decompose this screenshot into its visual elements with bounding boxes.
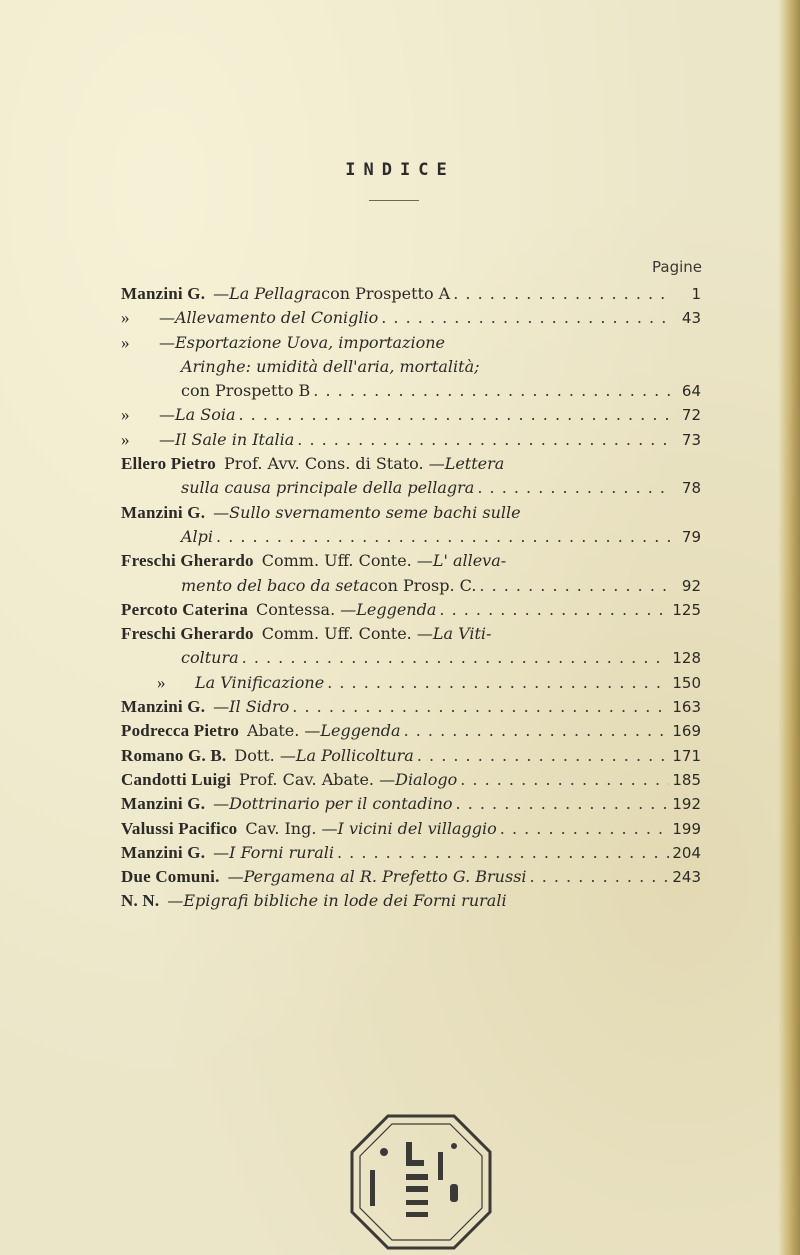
toc-line bbox=[121, 646, 701, 670]
toc-page-number: 1 bbox=[691, 285, 701, 303]
toc-title: Aringhe: umidità dell'aria, mortalità; bbox=[181, 356, 480, 376]
toc-title: Il Sidro bbox=[229, 697, 290, 717]
toc-prefix: — bbox=[227, 867, 244, 887]
toc-author: Due Comuni. bbox=[121, 867, 220, 887]
toc-author: Ellero Pietro bbox=[121, 454, 216, 474]
toc-title: Esportazione Uova, importazione bbox=[175, 332, 446, 352]
toc-title: Alpi bbox=[181, 526, 214, 546]
toc-line bbox=[121, 744, 701, 768]
toc-title: La Soia bbox=[175, 405, 236, 425]
toc-line bbox=[121, 428, 701, 452]
ditto-mark: » bbox=[121, 405, 130, 425]
toc-prefix: Contessa. — bbox=[256, 599, 357, 619]
toc-author: Manzini G. bbox=[121, 502, 206, 522]
toc-line bbox=[121, 549, 701, 573]
toc-page-number: 199 bbox=[672, 819, 701, 838]
toc-page-number: 150 bbox=[672, 673, 701, 692]
toc-title: La Pellagra bbox=[229, 284, 322, 303]
toc-suffix: con Prospetto A bbox=[321, 284, 451, 303]
toc-prefix: — bbox=[159, 429, 175, 449]
ditto-mark: » bbox=[121, 429, 130, 449]
toc-page-number: 73 bbox=[681, 430, 701, 449]
page-edge-discoloration bbox=[778, 0, 800, 1255]
toc-line bbox=[121, 889, 701, 913]
leader-dots bbox=[453, 282, 670, 306]
toc-author: Valussi Pacifico bbox=[121, 818, 238, 838]
leader-dots bbox=[456, 792, 670, 816]
toc-page-number: 171 bbox=[672, 746, 701, 765]
toc-title: Leggenda bbox=[320, 721, 401, 741]
ditto-mark: » bbox=[121, 308, 130, 328]
toc-title: Sullo svernamento seme bachi sulle bbox=[229, 502, 521, 522]
toc-line bbox=[121, 719, 701, 743]
toc-line bbox=[121, 403, 701, 427]
table-of-contents bbox=[121, 282, 701, 914]
leader-dots bbox=[530, 865, 670, 889]
toc-line bbox=[121, 695, 701, 719]
toc-page-number: 72 bbox=[681, 406, 701, 425]
leader-dots bbox=[439, 598, 669, 622]
toc-suffix: con Prosp. C. bbox=[368, 575, 477, 595]
toc-title: Pergamena al R. Prefetto G. Brussi bbox=[243, 867, 527, 887]
toc-prefix: — bbox=[159, 405, 175, 425]
toc-line bbox=[121, 282, 701, 306]
toc-prefix: — bbox=[167, 891, 184, 911]
leader-dots bbox=[297, 428, 670, 452]
toc-title: Epigrafi bibliche in lode dei Forni rurali bbox=[183, 891, 507, 911]
toc-line bbox=[121, 574, 701, 598]
toc-prefix: — bbox=[213, 794, 230, 814]
toc-page-number: 243 bbox=[672, 868, 701, 887]
toc-page-number: 185 bbox=[672, 770, 701, 789]
toc-title: La Vinificazione bbox=[195, 672, 325, 692]
toc-author: Manzini G. bbox=[121, 794, 206, 814]
toc-line bbox=[121, 865, 701, 889]
toc-prefix: — bbox=[213, 697, 230, 717]
toc-page-number: 43 bbox=[681, 309, 701, 328]
ditto-mark: » bbox=[121, 332, 130, 352]
toc-page-number: 125 bbox=[672, 600, 701, 619]
toc-page-number: 192 bbox=[672, 795, 701, 814]
toc-author: Percoto Caterina bbox=[121, 599, 249, 619]
toc-author: Romano G. B. bbox=[121, 745, 227, 765]
library-stamp-icon bbox=[338, 1112, 498, 1252]
toc-prefix: — bbox=[213, 284, 230, 303]
ditto-mark: » bbox=[157, 672, 166, 692]
toc-page-number: 92 bbox=[681, 576, 701, 595]
toc-line bbox=[121, 379, 701, 403]
toc-line bbox=[121, 452, 701, 476]
toc-title: I Forni rurali bbox=[229, 842, 334, 862]
toc-title: Allevamento del Coniglio bbox=[175, 308, 379, 328]
toc-title: Dialogo bbox=[395, 769, 458, 789]
toc-line bbox=[121, 331, 701, 355]
toc-author: Podrecca Pietro bbox=[121, 721, 240, 741]
toc-page-number: 79 bbox=[681, 527, 701, 546]
leader-dots bbox=[381, 306, 670, 330]
toc-title: sulla causa principale della pellagra bbox=[181, 478, 475, 498]
pages-column-header: Pagine bbox=[652, 258, 702, 276]
leader-dots bbox=[417, 744, 670, 768]
toc-title: La Viti- bbox=[432, 624, 492, 644]
toc-title: mento del baco da seta bbox=[181, 575, 369, 595]
toc-author: Freschi Gherardo bbox=[121, 551, 254, 571]
toc-prefix: — bbox=[159, 332, 175, 352]
leader-dots bbox=[479, 574, 670, 598]
toc-prefix: — bbox=[213, 842, 230, 862]
toc-prefix: — bbox=[159, 308, 175, 328]
toc-prefix: Comm. Uff. Conte. — bbox=[261, 624, 433, 644]
toc-line bbox=[121, 306, 701, 330]
toc-line bbox=[121, 525, 701, 549]
leader-dots bbox=[239, 403, 671, 427]
toc-prefix: Prof. Avv. Cons. di Stato. — bbox=[223, 454, 445, 474]
leader-dots bbox=[337, 841, 669, 865]
toc-prefix: Comm. Uff. Conte. — bbox=[261, 551, 433, 571]
leader-dots bbox=[477, 476, 670, 500]
leader-dots bbox=[242, 646, 670, 670]
toc-title: Lettera bbox=[444, 454, 505, 474]
toc-title: Il Sale in Italia bbox=[175, 429, 295, 449]
toc-title: L' alleva- bbox=[432, 551, 507, 571]
toc-page-number: 64 bbox=[681, 382, 701, 401]
toc-title: Leggenda bbox=[356, 599, 437, 619]
toc-line bbox=[121, 622, 701, 646]
toc-author: Manzini G. bbox=[121, 697, 206, 717]
toc-title: Dottrinario per il contadino bbox=[229, 794, 453, 814]
toc-prefix: Cav. Ing. — bbox=[245, 818, 338, 838]
toc-line bbox=[121, 355, 701, 379]
toc-line bbox=[121, 598, 701, 622]
toc-title: La Pollicoltura bbox=[295, 745, 414, 765]
leader-dots bbox=[404, 719, 670, 743]
toc-page-number: 163 bbox=[672, 698, 701, 717]
leader-dots bbox=[292, 695, 669, 719]
toc-prefix: con Prospetto B bbox=[181, 381, 311, 401]
toc-title: I vicini del villaggio bbox=[337, 818, 497, 838]
toc-page-number: 169 bbox=[672, 722, 701, 741]
toc-author: N. N. bbox=[121, 891, 160, 911]
toc-prefix: Dott. — bbox=[234, 745, 296, 765]
leader-dots bbox=[327, 671, 669, 695]
toc-line bbox=[121, 768, 701, 792]
toc-prefix: Abate. — bbox=[247, 721, 321, 741]
page-title: INDICE bbox=[345, 160, 455, 180]
toc-line bbox=[121, 476, 701, 500]
toc-page-number: 204 bbox=[672, 843, 701, 862]
leader-dots bbox=[216, 525, 670, 549]
toc-author: Candotti Luigi bbox=[121, 769, 232, 789]
toc-author: Manzini G. bbox=[121, 842, 206, 862]
toc-line bbox=[121, 792, 701, 816]
toc-prefix: Prof. Cav. Abate. — bbox=[239, 769, 396, 789]
toc-page-number: 128 bbox=[672, 649, 701, 668]
leader-dots bbox=[460, 768, 669, 792]
toc-title: coltura bbox=[181, 648, 239, 668]
toc-line bbox=[121, 671, 701, 695]
title-divider bbox=[369, 200, 419, 201]
toc-line bbox=[121, 501, 701, 525]
leader-dots bbox=[313, 379, 670, 403]
toc-author: Freschi Gherardo bbox=[121, 624, 254, 644]
toc-author: Manzini G. bbox=[121, 284, 206, 303]
leader-dots bbox=[500, 817, 670, 841]
toc-line bbox=[121, 841, 701, 865]
toc-page-number: 78 bbox=[681, 479, 701, 498]
toc-line bbox=[121, 817, 701, 841]
toc-prefix: — bbox=[213, 502, 230, 522]
